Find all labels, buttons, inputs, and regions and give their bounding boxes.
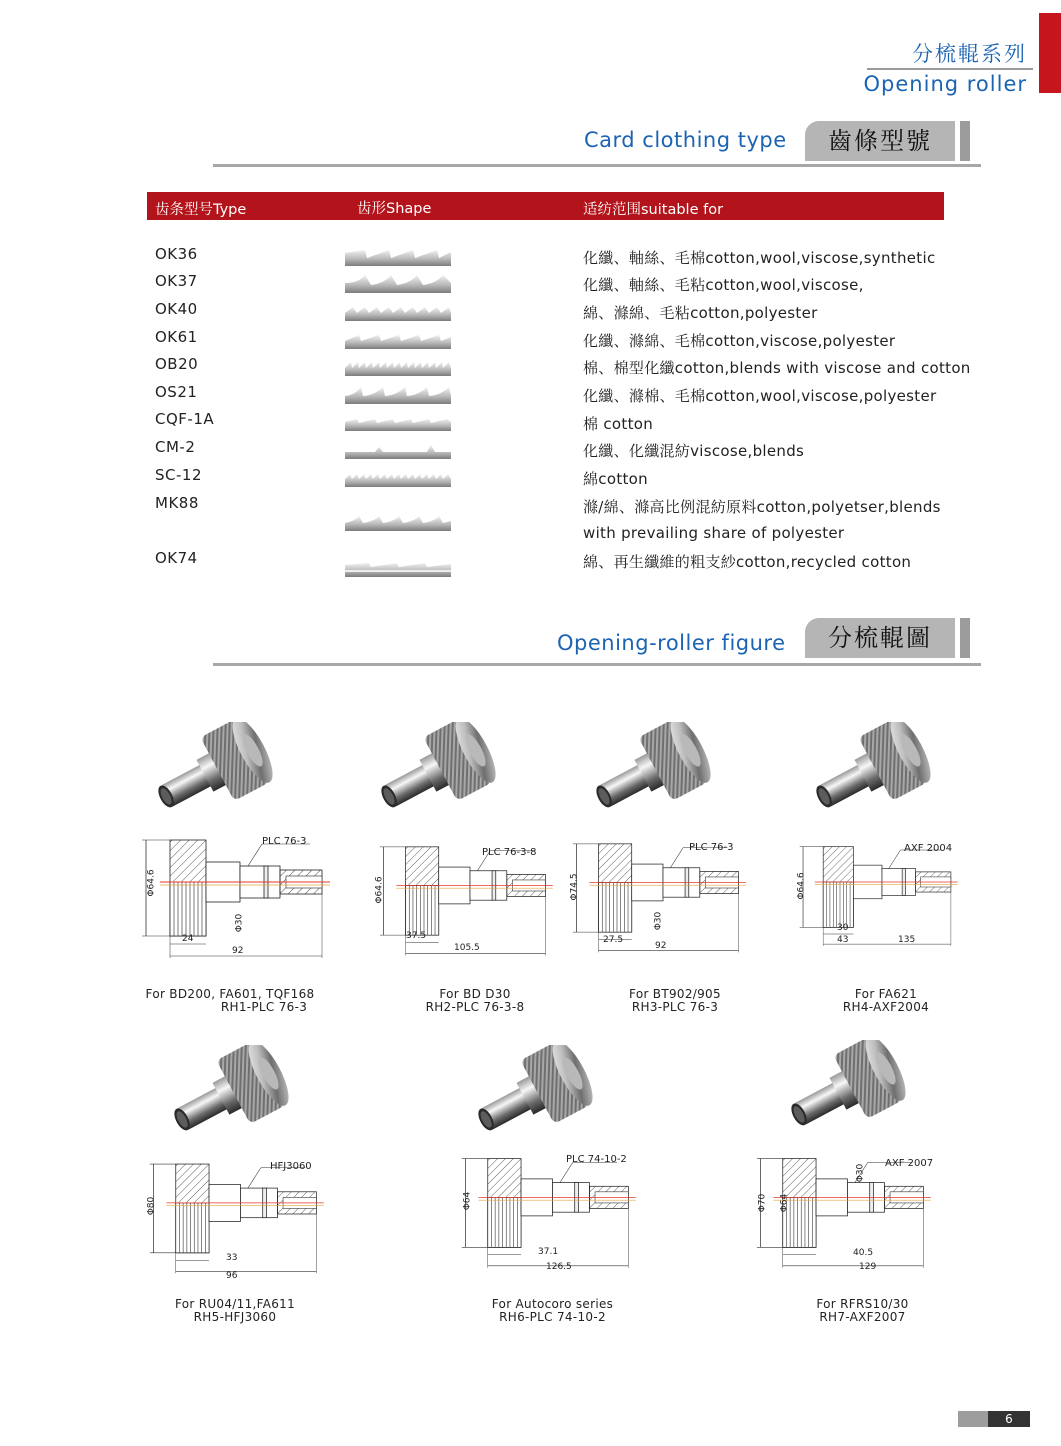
type-cell: OK37 bbox=[155, 272, 198, 290]
tooth-shape-icon bbox=[345, 555, 451, 577]
suitable-cell: 化纖、化纖混紡viscose,blends bbox=[583, 442, 805, 460]
roller-drawing bbox=[792, 845, 992, 970]
roller-drawing bbox=[563, 842, 763, 967]
dim-label: Φ30 bbox=[855, 1163, 866, 1183]
tooth-shape-icon bbox=[345, 409, 451, 431]
roller-drawing bbox=[370, 845, 570, 970]
suitable-cell: 化纖、滌綿、毛棉cotton,viscose,polyester bbox=[583, 332, 896, 350]
type-cell: CM-2 bbox=[155, 438, 196, 456]
roller-photo bbox=[152, 722, 302, 822]
dim-label: 126.5 bbox=[546, 1262, 572, 1272]
caption-usage: For Autocoro series bbox=[491, 1297, 614, 1311]
dim-label: Φ80 bbox=[146, 1196, 157, 1216]
caption-model: RH1-PLC 76-3 bbox=[220, 1000, 308, 1014]
col-header-shape: 齿形Shape bbox=[357, 201, 432, 217]
suitable-cell: 化纖、軸絲、毛棉cotton,wool,viscose,synthetic bbox=[583, 249, 936, 267]
model-label: HFJ3060 bbox=[270, 1161, 312, 1172]
suitable-cell: with prevailing share of polyester bbox=[583, 524, 845, 542]
caption-usage: For BT902/905 bbox=[629, 987, 721, 1001]
tooth-shape-icon bbox=[345, 354, 451, 376]
caption-usage: For RU04/11,FA611 bbox=[174, 1297, 296, 1311]
section-title-figure-cn: 分梳輥圖 bbox=[805, 618, 955, 658]
type-cell: OK61 bbox=[155, 328, 198, 346]
dim-label: 96 bbox=[226, 1271, 238, 1281]
caption-model: RH6-PLC 74-10-2 bbox=[499, 1310, 606, 1324]
figure-caption bbox=[405, 988, 545, 1014]
tooth-shape-icon bbox=[345, 437, 451, 459]
caption-model: RH5-HFJ3060 bbox=[193, 1310, 277, 1324]
type-cell: OK40 bbox=[155, 300, 198, 318]
dim-label: Φ30 bbox=[234, 913, 245, 933]
tooth-shape-icon bbox=[345, 271, 451, 293]
dim-label: 92 bbox=[232, 946, 244, 956]
dim-label: 37.5 bbox=[406, 931, 427, 941]
dim-label: Φ64.6 bbox=[146, 869, 157, 897]
caption-usage: For BD D30 bbox=[439, 987, 511, 1001]
page-number: 6 bbox=[988, 1411, 1030, 1427]
section-divider bbox=[213, 663, 981, 666]
tooth-shape-icon bbox=[345, 327, 451, 349]
tooth-shape-icon bbox=[345, 244, 451, 266]
suitable-cell: 綿cotton bbox=[583, 470, 648, 488]
series-title-cn: 分梳輥系列 bbox=[912, 42, 1027, 66]
type-cell: CQF-1A bbox=[155, 410, 215, 428]
tooth-shape-icon bbox=[345, 465, 451, 487]
section-title-figure-en: Opening-roller figure bbox=[557, 631, 786, 655]
type-cell: MK88 bbox=[155, 494, 199, 512]
suitable-cell: 棉 cotton bbox=[583, 415, 654, 433]
figure-caption bbox=[830, 988, 942, 1014]
caption-model: RH7-AXF2007 bbox=[819, 1310, 906, 1324]
dim-label: Φ74.5 bbox=[569, 873, 580, 901]
suitable-cell: 化纖、軸絲、毛粘cotton,wool,viscose, bbox=[583, 276, 864, 294]
tooth-shape-icon bbox=[345, 299, 451, 321]
roller-photo bbox=[472, 1045, 622, 1145]
header-divider bbox=[867, 68, 1033, 70]
caption-usage: For BD200, FA601, TQF168 bbox=[145, 987, 315, 1001]
model-label: PLC 76-3 bbox=[689, 842, 734, 853]
suitable-cell: 綿、再生纖維的粗支紗cotton,recycled cotton bbox=[583, 553, 912, 571]
dim-label: 37.1 bbox=[538, 1247, 559, 1257]
caption-usage: For FA621 bbox=[854, 987, 918, 1001]
suitable-cell: 棉、棉型化纖cotton,blends with viscose and cotton bbox=[583, 359, 971, 377]
caption-model: RH2-PLC 76-3-8 bbox=[425, 1000, 525, 1014]
section-tab-bar bbox=[960, 121, 970, 161]
type-cell: OK36 bbox=[155, 245, 198, 263]
roller-photo bbox=[810, 722, 960, 822]
figure-caption bbox=[140, 988, 320, 1014]
dim-label: 135 bbox=[898, 935, 916, 945]
dim-label: 105.5 bbox=[454, 943, 480, 953]
dim-label: 92 bbox=[655, 941, 667, 951]
caption-model: RH3-PLC 76-3 bbox=[631, 1000, 719, 1014]
model-label: PLC 76-3 bbox=[262, 836, 307, 847]
dim-label: 129 bbox=[859, 1262, 877, 1272]
model-label: PLC 74-10-2 bbox=[566, 1154, 627, 1165]
tooth-shape-icon bbox=[345, 509, 451, 531]
roller-photo bbox=[785, 1040, 935, 1140]
type-cell: OK74 bbox=[155, 549, 198, 567]
type-cell: SC-12 bbox=[155, 466, 202, 484]
roller-drawing bbox=[148, 1155, 348, 1285]
model-label: PLC 76-3-8 bbox=[482, 847, 537, 858]
section-title-card-clothing-en: Card clothing type bbox=[584, 128, 787, 152]
red-corner-tab bbox=[1039, 13, 1061, 93]
suitable-cell: 綿、滌綿、毛粘cotton,polyester bbox=[583, 304, 818, 322]
series-title-en: Opening roller bbox=[863, 72, 1027, 96]
tooth-shape-icon bbox=[345, 382, 451, 404]
dim-label: 27.5 bbox=[603, 935, 624, 945]
figure-caption bbox=[165, 1298, 305, 1324]
type-cell: OS21 bbox=[155, 383, 198, 401]
dim-label: 24 bbox=[182, 934, 194, 944]
section-title-card-clothing-cn: 齒條型號 bbox=[805, 121, 955, 161]
dim-label: Φ30 bbox=[653, 911, 664, 931]
suitable-cell: 化纖、滌棉、毛棉cotton,wool,viscose,polyester bbox=[583, 387, 937, 405]
roller-photo bbox=[375, 722, 525, 822]
dim-label: Φ64 bbox=[462, 1191, 473, 1211]
col-header-suitable: 适纺范围suitable for bbox=[583, 202, 724, 218]
section-divider bbox=[213, 164, 981, 167]
dim-label: 33 bbox=[226, 1253, 238, 1263]
caption-model: RH4-AXF2004 bbox=[842, 1000, 930, 1014]
dim-label: 40.5 bbox=[853, 1248, 874, 1258]
figure-caption bbox=[485, 1298, 620, 1324]
col-header-type: 齿条型号Type bbox=[155, 202, 247, 218]
page-number-bar bbox=[958, 1411, 988, 1427]
model-label: AXF 2004 bbox=[904, 843, 953, 854]
suitable-cell: 滌/綿、滌高比例混紡原料cotton,polyetser,blends bbox=[583, 498, 941, 516]
roller-drawing bbox=[460, 1152, 660, 1277]
section-tab-bar bbox=[960, 618, 970, 658]
dim-label: 43 bbox=[837, 935, 849, 945]
dim-label: 30 bbox=[837, 923, 849, 933]
dim-label: Φ64.6 bbox=[374, 876, 385, 904]
caption-usage: For RFRS10/30 bbox=[816, 1297, 909, 1311]
dim-label: Φ70 bbox=[757, 1193, 768, 1213]
figure-caption bbox=[810, 1298, 915, 1324]
table-header bbox=[147, 192, 944, 220]
roller-drawing bbox=[140, 838, 340, 963]
figure-caption bbox=[610, 988, 740, 1014]
roller-photo bbox=[168, 1045, 318, 1145]
model-label: AXF 2007 bbox=[885, 1158, 934, 1169]
dim-label: Φ64.6 bbox=[796, 872, 807, 900]
roller-photo bbox=[590, 722, 740, 822]
roller-drawing bbox=[755, 1152, 955, 1277]
dim-label: Φ64 bbox=[779, 1193, 790, 1213]
type-cell: OB20 bbox=[155, 355, 199, 373]
